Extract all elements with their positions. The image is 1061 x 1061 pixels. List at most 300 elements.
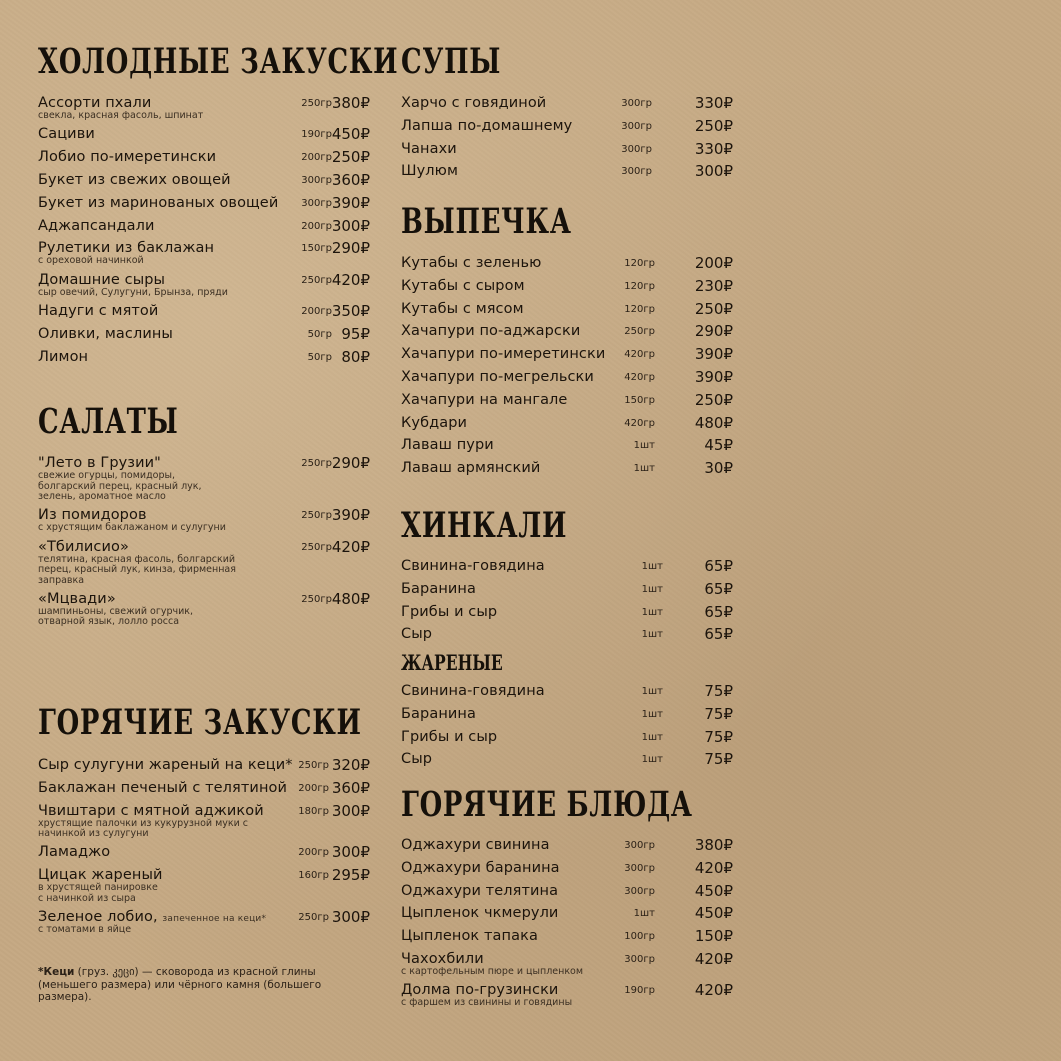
- currency-sign: ₽: [360, 756, 370, 774]
- currency-sign: ₽: [360, 506, 370, 525]
- subsection-title-fried: ЖАРЕНЫЕ: [401, 650, 503, 675]
- menu-item-price: [341, 325, 370, 344]
- currency-sign: ₽: [723, 950, 733, 968]
- menu-item-price: [695, 368, 733, 387]
- menu-item-name: Свинина-говядина: [401, 558, 545, 574]
- price-value: 450: [694, 881, 724, 900]
- menu-item: [401, 414, 733, 434]
- menu-item: [38, 779, 370, 799]
- menu-item-price: [704, 557, 733, 576]
- menu-item: [401, 882, 733, 902]
- currency-sign: ₽: [723, 750, 733, 769]
- menu-item: [401, 436, 733, 456]
- menu-item-price: [704, 459, 733, 478]
- price-value: 80: [341, 347, 361, 366]
- menu-item-price: [332, 302, 370, 321]
- menu-item-price: [332, 217, 370, 236]
- menu-item-name: Лаваш армянский: [401, 460, 541, 477]
- menu-item-weight: 150гр: [301, 243, 332, 255]
- menu-item-description: свекла, красная фасоль, шпинат: [38, 110, 204, 121]
- menu-item-name: Харчо с говядиной: [401, 95, 547, 111]
- menu-item-price: [332, 194, 370, 213]
- section-title-hot-dishes: ГОРЯЧИЕ БЛЮДА: [401, 784, 693, 825]
- menu-item-weight: 200гр: [298, 847, 329, 859]
- price-value: 480: [331, 589, 361, 608]
- currency-sign: ₽: [723, 836, 733, 854]
- menu-item: [401, 705, 733, 725]
- menu-item-name: Оджахури телятина: [401, 882, 559, 899]
- price-value: 290: [331, 239, 361, 258]
- menu-item-weight: 50гр: [307, 328, 332, 340]
- price-value: 390: [331, 506, 361, 525]
- menu-item-description: с картофельным пюре и цыпленком: [401, 966, 584, 977]
- price-value: 150: [694, 927, 724, 946]
- menu-item-weight: 200гр: [301, 305, 332, 317]
- menu-item-name: Букет из свежих овощей: [38, 171, 231, 188]
- currency-sign: ₽: [723, 254, 733, 272]
- menu-item: [38, 302, 370, 322]
- menu-item-price: [704, 682, 733, 701]
- menu-item-price: [332, 125, 370, 144]
- currency-sign: ₽: [360, 193, 370, 212]
- menu-item: [401, 904, 733, 924]
- currency-sign: ₽: [360, 270, 370, 289]
- menu-item-name: Ассорти пхали: [38, 95, 152, 111]
- menu-item-weight: 190гр: [301, 129, 332, 141]
- menu-item-weight: 250гр: [301, 458, 332, 469]
- menu-item: [401, 836, 733, 856]
- menu-item-description: хрустящие палочки из кукурузной муки с начинкой из сулугуни: [38, 817, 249, 840]
- menu-item-price: [704, 603, 733, 622]
- menu-item-price: [695, 950, 733, 969]
- menu-item-description: с фаршем из свинины и говядины: [401, 997, 573, 1009]
- menu-item-price: [332, 756, 370, 775]
- currency-sign: ₽: [360, 801, 370, 820]
- menu-item-name: Кутабы с мясом: [401, 300, 524, 317]
- price-value: 360: [331, 170, 361, 189]
- menu-item-price: [332, 779, 370, 798]
- menu-item-price: [695, 391, 733, 410]
- section-title-bakery: ВЫПЕЧКА: [401, 201, 572, 242]
- menu-item-price: [695, 882, 733, 901]
- price-value: 295: [331, 866, 361, 885]
- price-value: 420: [694, 981, 724, 1000]
- menu-item-price: [704, 728, 733, 747]
- section-title-hot-appetizers: ГОРЯЧИЕ ЗАКУСКИ: [38, 702, 362, 743]
- menu-item-name-main: Зеленое лобио,: [38, 909, 158, 925]
- menu-item-price: [695, 94, 733, 113]
- price-value: 390: [694, 345, 724, 364]
- menu-item-name: Кутабы с зеленью: [401, 255, 542, 271]
- currency-sign: ₽: [360, 239, 370, 258]
- currency-sign: ₽: [360, 347, 370, 366]
- price-value: 95: [341, 324, 361, 343]
- menu-item-price: [704, 625, 733, 644]
- menu-item-price: [332, 148, 370, 167]
- menu-item-weight: 1шт: [633, 908, 655, 920]
- price-value: 450: [694, 904, 724, 923]
- menu-item-price: [695, 254, 733, 273]
- price-value: 75: [704, 750, 724, 769]
- price-value: 65: [704, 602, 724, 621]
- menu-item-name: Домашние сыры: [38, 271, 166, 288]
- menu-item-name: Ламаджо: [38, 844, 111, 861]
- menu-item: [38, 325, 370, 345]
- menu-item: [38, 194, 370, 214]
- menu-item-weight: 1шт: [641, 754, 663, 766]
- menu-item-name: Грибы и сыр: [401, 603, 498, 620]
- menu-item-price: [695, 904, 733, 923]
- currency-sign: ₽: [360, 908, 370, 926]
- menu-item-weight: 250гр: [301, 98, 332, 109]
- price-value: 250: [694, 116, 724, 135]
- menu-item: [38, 125, 370, 145]
- currency-sign: ₽: [723, 390, 733, 409]
- currency-sign: ₽: [723, 139, 733, 158]
- menu-item-name: Из помидоров: [38, 507, 147, 524]
- price-value: 75: [704, 727, 724, 746]
- menu-item: [401, 345, 733, 365]
- menu-item: [401, 927, 733, 947]
- currency-sign: ₽: [360, 148, 370, 167]
- menu-item-weight: 150гр: [624, 394, 655, 406]
- menu-item-weight: 420гр: [624, 417, 655, 429]
- price-value: 65: [704, 625, 724, 644]
- menu-item: [401, 459, 733, 479]
- menu-item-weight: 250гр: [301, 593, 332, 605]
- price-value: 200: [694, 254, 724, 272]
- menu-item-price: [332, 908, 370, 927]
- menu-item-price: [332, 538, 370, 557]
- menu-item-price: [332, 506, 370, 525]
- menu-item-name: Сациви: [38, 126, 95, 143]
- menu-item-weight: 200гр: [301, 152, 332, 164]
- price-value: 450: [331, 125, 361, 144]
- currency-sign: ₽: [723, 162, 733, 181]
- menu-item-weight: 300гр: [624, 885, 655, 897]
- menu-item-weight: 1шт: [641, 731, 663, 743]
- currency-sign: ₽: [360, 778, 370, 797]
- currency-sign: ₽: [360, 866, 370, 885]
- menu-item-weight: 300гр: [301, 197, 332, 209]
- menu-item: [401, 603, 733, 623]
- price-value: 300: [331, 216, 361, 235]
- menu-item-weight: 420гр: [624, 372, 655, 383]
- menu-item-weight: 250гр: [301, 541, 332, 553]
- menu-item-price: [695, 345, 733, 364]
- menu-item-weight: 300гр: [301, 174, 332, 186]
- menu-item-weight: 1шт: [641, 629, 663, 641]
- menu-item-price: [695, 277, 733, 296]
- menu-item-weight: 180гр: [298, 805, 329, 817]
- menu-item-name: Лимон: [38, 348, 89, 365]
- menu-item-name: «Тбилисио»: [38, 538, 129, 555]
- menu-item: [38, 843, 370, 863]
- currency-sign: ₽: [360, 843, 370, 862]
- menu-item-price: [332, 866, 370, 885]
- menu-item-name: Сыр: [401, 751, 433, 768]
- menu-item-weight: 160гр: [298, 870, 329, 882]
- menu-item-name: Долма по-грузински: [401, 982, 559, 999]
- price-value: 320: [331, 756, 361, 774]
- menu-item-description: с ореховой начинкой: [38, 255, 144, 267]
- currency-sign: ₽: [360, 537, 370, 556]
- price-value: 420: [694, 858, 724, 877]
- menu-item-name: Чахохбили: [401, 951, 484, 967]
- menu-item-weight: 1шт: [641, 561, 663, 572]
- menu-item-weight: 300гр: [621, 98, 652, 109]
- section-title-salads: САЛАТЫ: [38, 401, 179, 442]
- menu-item: [401, 728, 733, 748]
- menu-item-price: [704, 750, 733, 769]
- menu-item-price: [341, 348, 370, 367]
- menu-item-price: [332, 171, 370, 190]
- menu-item-weight: 250гр: [624, 326, 655, 338]
- price-value: 390: [694, 368, 724, 386]
- menu-item-weight: 300гр: [621, 120, 652, 132]
- menu-item-weight: 1шт: [641, 686, 663, 697]
- currency-sign: ₽: [723, 459, 733, 478]
- menu-item-name: Рулетики из баклажан: [38, 240, 215, 257]
- price-value: 300: [331, 801, 361, 820]
- menu-item-weight: 250гр: [298, 760, 329, 771]
- price-value: 390: [331, 193, 361, 212]
- currency-sign: ₽: [723, 881, 733, 900]
- menu-item-price: [704, 580, 733, 599]
- menu-item-price: [695, 162, 733, 181]
- menu-item-weight: 300гр: [621, 166, 652, 178]
- menu-item-price: [695, 927, 733, 946]
- menu-item-description: сыр овечий, Сулугуни, Брынза, пряди: [38, 286, 228, 298]
- price-value: 75: [704, 704, 724, 723]
- menu-item-weight: 420гр: [624, 349, 655, 361]
- menu-item-weight: 120гр: [624, 303, 655, 315]
- menu-item-name: Баклажан печеный с телятиной: [38, 779, 288, 796]
- currency-sign: ₽: [723, 602, 733, 621]
- menu-item-name-note: запеченное на кеци*: [162, 914, 267, 924]
- menu-item-weight: 250гр: [301, 510, 332, 522]
- menu-item: [38, 171, 370, 191]
- menu-item-name: Лобио по-имеретински: [38, 149, 217, 166]
- menu-item-weight: 300гр: [621, 143, 652, 155]
- menu-item-name: Оджахури баранина: [401, 859, 560, 876]
- menu-item-name: Цыпленок тапака: [401, 928, 538, 945]
- price-value: 360: [331, 778, 361, 797]
- price-value: 30: [704, 459, 724, 478]
- price-value: 250: [694, 390, 724, 409]
- price-value: 250: [694, 299, 724, 318]
- menu-item-price: [332, 454, 370, 473]
- menu-item-price: [695, 859, 733, 878]
- menu-item-name: «Мцвади»: [38, 590, 116, 607]
- menu-item-weight: 200гр: [298, 782, 329, 794]
- price-value: 290: [331, 454, 361, 472]
- menu-item-price: [695, 322, 733, 341]
- menu-item: [401, 391, 733, 411]
- menu-item-price: [332, 843, 370, 862]
- menu-item: [401, 557, 733, 577]
- menu-item-price: [695, 981, 733, 1000]
- currency-sign: ₽: [723, 94, 733, 112]
- menu-item-price: [332, 239, 370, 258]
- currency-sign: ₽: [360, 324, 370, 343]
- price-value: 300: [331, 908, 361, 926]
- menu-item-price: [704, 436, 733, 455]
- menu-item: [401, 254, 733, 274]
- menu-item-name: Лапша по-домашнему: [401, 117, 573, 134]
- currency-sign: ₽: [723, 276, 733, 295]
- menu-item-name: Цыпленок чкмерули: [401, 905, 559, 922]
- menu-item: [38, 348, 370, 368]
- currency-sign: ₽: [723, 858, 733, 877]
- menu-item: [401, 117, 733, 137]
- menu-item: [38, 217, 370, 237]
- menu-item-name: Шулюм: [401, 163, 458, 180]
- menu-item: [38, 756, 370, 776]
- price-value: 290: [694, 322, 724, 341]
- price-value: 330: [694, 139, 724, 158]
- menu-item-name: Баранина: [401, 580, 476, 597]
- menu-item-name: "Лето в Грузии": [38, 455, 161, 471]
- menu-item-weight: 1шт: [641, 708, 663, 720]
- currency-sign: ₽: [723, 299, 733, 318]
- menu-item-weight: 190гр: [624, 985, 655, 997]
- menu-item-name: Грибы и сыр: [401, 728, 498, 745]
- menu-item-name: Баранина: [401, 705, 476, 722]
- price-value: 45: [704, 436, 724, 455]
- price-value: 330: [694, 94, 724, 112]
- menu-item-name: Надуги с мятой: [38, 302, 159, 319]
- price-value: 230: [694, 276, 724, 295]
- footnote-text: (груз. კეცი) — сковорода из красной глины (меньшего размера) или чёрного камня (большего размера).: [38, 966, 322, 1003]
- price-value: 380: [331, 94, 361, 112]
- menu-item-description: с хрустящим баклажаном и сулугуни: [38, 522, 226, 534]
- menu-item-price: [332, 590, 370, 609]
- menu-item-weight: 1шт: [633, 440, 655, 452]
- menu-item-weight: 300гр: [624, 840, 655, 851]
- currency-sign: ₽: [723, 436, 733, 455]
- currency-sign: ₽: [360, 170, 370, 189]
- menu-item-name: Цицак жареный: [38, 867, 163, 884]
- price-value: 75: [704, 682, 724, 700]
- menu-item-weight: 100гр: [624, 931, 655, 943]
- menu-item-price: [332, 802, 370, 821]
- price-value: 420: [694, 950, 724, 968]
- menu-item-name: Чвиштари с мятной аджикой: [38, 802, 264, 819]
- currency-sign: ₽: [723, 557, 733, 575]
- kecy-footnote: [38, 966, 348, 1004]
- price-value: 250: [331, 148, 361, 167]
- menu-item: [401, 277, 733, 297]
- price-value: 65: [704, 579, 724, 598]
- currency-sign: ₽: [360, 589, 370, 608]
- currency-sign: ₽: [723, 579, 733, 598]
- menu-item-name: Кутабы с сыром: [401, 277, 525, 294]
- menu-item-name: Оджахури свинина: [401, 837, 550, 853]
- currency-sign: ₽: [723, 727, 733, 746]
- currency-sign: ₽: [723, 322, 733, 341]
- price-value: 480: [694, 413, 724, 432]
- menu-item-name: Хачапури по-аджарски: [401, 323, 581, 340]
- currency-sign: ₽: [723, 413, 733, 432]
- menu-item-description: телятина, красная фасоль, болгарский перец, красный лук, кинза, фирменная заправка: [38, 553, 236, 586]
- menu-item-price: [695, 414, 733, 433]
- currency-sign: ₽: [723, 625, 733, 644]
- menu-item-description: с томатами в яйце: [38, 924, 132, 935]
- menu-item-weight: 120гр: [624, 280, 655, 292]
- menu-item-weight: 250гр: [298, 912, 329, 923]
- menu-item-price: [695, 836, 733, 855]
- menu-item-description: шампиньоны, свежий огурчик, отварной язык, лолло росса: [38, 605, 194, 628]
- menu-item-price: [704, 705, 733, 724]
- menu-item: [401, 162, 733, 182]
- menu-item-name: Хачапури по-мегрельски: [401, 369, 594, 385]
- section-title-cold-appetizers: ХОЛОДНЫЕ ЗАКУСКИ: [38, 41, 399, 82]
- menu-item: [38, 148, 370, 168]
- currency-sign: ₽: [723, 904, 733, 923]
- menu-item-description: свежие огурцы, помидоры, болгарский перец, красный лук, зелень, ароматное масло: [38, 470, 202, 502]
- menu-item-name: Букет из маринованых овощей: [38, 194, 279, 211]
- menu-item-weight: 300гр: [624, 954, 655, 965]
- section-title-soups: СУПЫ: [401, 41, 502, 82]
- currency-sign: ₽: [360, 301, 370, 320]
- price-value: 420: [331, 270, 361, 289]
- menu-item-weight: 1шт: [633, 463, 655, 475]
- menu-item-weight: 200гр: [301, 220, 332, 232]
- menu-item: [401, 140, 733, 160]
- menu-item: [401, 322, 733, 342]
- menu-item: [401, 625, 733, 645]
- currency-sign: ₽: [360, 216, 370, 235]
- menu-item: [401, 580, 733, 600]
- menu-item-name: Кубдари: [401, 414, 468, 431]
- menu-item-name: Чанахи: [401, 140, 457, 157]
- menu-item-name: Хачапури на мангале: [401, 391, 568, 408]
- currency-sign: ₽: [723, 345, 733, 364]
- menu-item-weight: 250гр: [301, 274, 332, 286]
- section-title-khinkali: ХИНКАЛИ: [401, 505, 568, 546]
- menu-item: [401, 300, 733, 320]
- menu-item: [401, 750, 733, 770]
- footnote-term: *Кеци: [38, 966, 75, 978]
- menu-item-name: Лаваш пури: [401, 437, 494, 454]
- menu-item: [401, 859, 733, 879]
- menu-item-price: [695, 140, 733, 159]
- price-value: 350: [331, 301, 361, 320]
- menu-item: [401, 368, 733, 388]
- currency-sign: ₽: [360, 94, 370, 112]
- menu-item-name: Аджапсандали: [38, 217, 155, 234]
- menu-item-name: Оливки, маслины: [38, 325, 173, 342]
- menu-item-price: [695, 117, 733, 136]
- price-value: 380: [694, 836, 724, 854]
- menu-item: [401, 94, 733, 114]
- currency-sign: ₽: [723, 927, 733, 946]
- menu-item-description: в хрустящей панировке с начинкой из сыра: [38, 882, 158, 904]
- menu-item-name: Свинина-говядина: [401, 683, 545, 699]
- menu-item-weight: 300гр: [624, 862, 655, 874]
- currency-sign: ₽: [723, 704, 733, 723]
- price-value: 65: [704, 557, 724, 575]
- menu-item-name: Сыр сулугуни жареный на кеци*: [38, 757, 293, 773]
- menu-item: [401, 682, 733, 702]
- price-value: 300: [694, 162, 724, 181]
- currency-sign: ₽: [360, 125, 370, 144]
- menu-item-name: Сыр: [401, 626, 433, 643]
- menu-item-name: Хачапури по-имеретински: [401, 346, 606, 363]
- menu-item-weight: 1шт: [641, 606, 663, 618]
- menu-item-weight: 50гр: [307, 351, 332, 363]
